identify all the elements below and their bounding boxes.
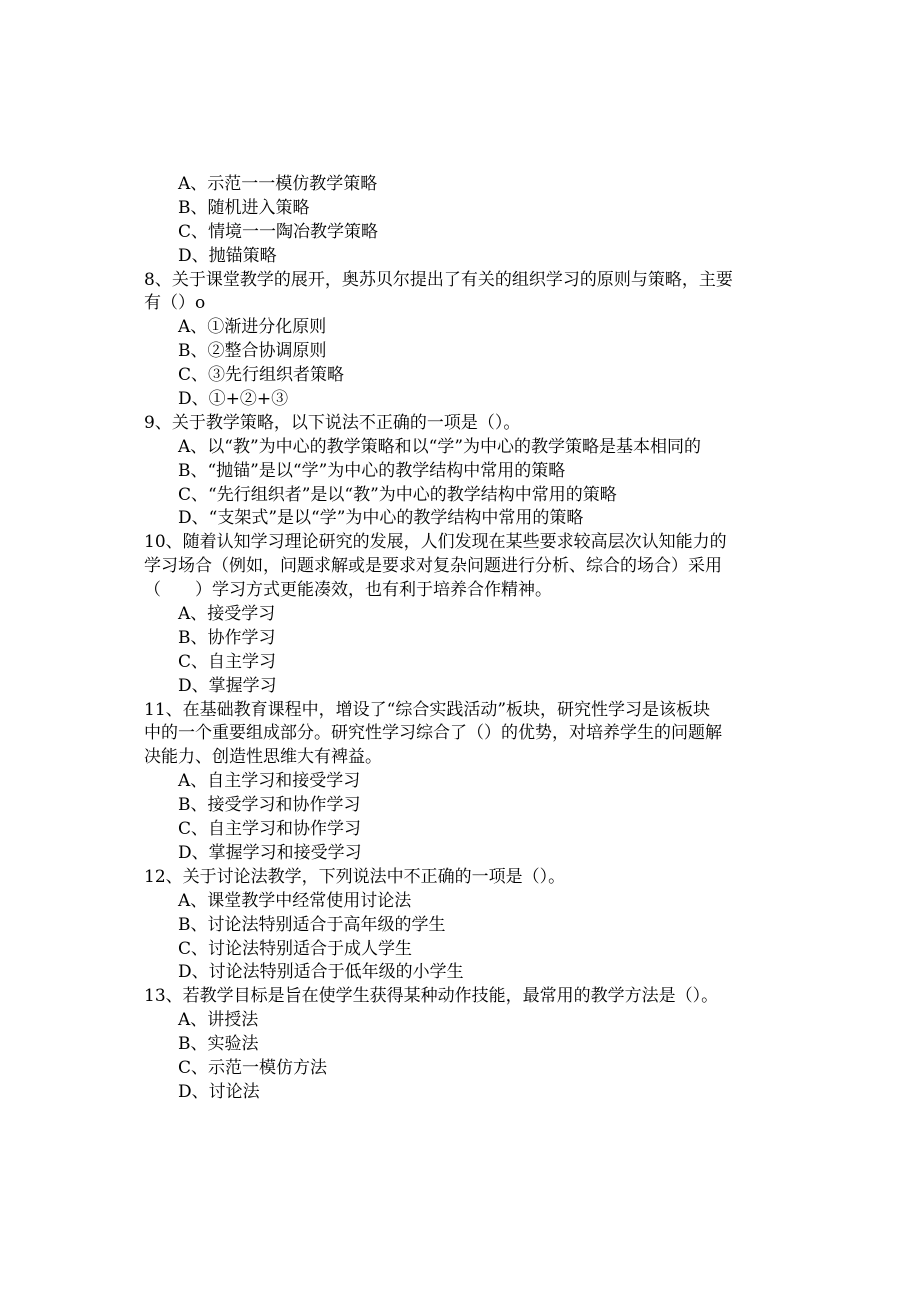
option-line: B、②整合协调原则 [178,341,327,362]
option-line: A、①渐进分化原则 [178,317,327,338]
question-line: 有（）o [144,293,206,314]
option-line: B、接受学习和协作学习 [178,795,361,816]
option-line: C、“先行组织者”是以“教”为中心的教学结构中常用的策略 [178,484,617,505]
option-line: D、讨论法 [178,1081,260,1102]
question-line: （ ）学习方式更能凑效，也有利于培养合作精神。 [144,580,552,601]
option-line: B、随机进入策略 [178,197,310,218]
question-line: 学习场合（例如，问题求解或是要求对复杂问题进行分析、综合的场合）采用 [144,556,722,577]
option-line: C、示范一模仿方法 [178,1057,328,1078]
question-list [144,173,784,1105]
question-line: 12、关于讨论法教学，下列说法中不正确的一项是（）。 [144,866,566,887]
question-line: 决能力、创造性思维大有裨益。 [144,747,382,768]
option-line: B、讨论法特别适合于高年级的学生 [178,914,446,935]
option-line: D、掌握学习 [178,675,277,696]
question-line: 8、关于课堂教学的展开，奥苏贝尔提出了有关的组织学习的原则与策略，主要 [144,269,733,290]
option-line: A、以“教”为中心的教学策略和以“学”为中心的教学策略是基本相同的 [178,436,702,457]
option-line: D、“支架式”是以“学”为中心的教学结构中常用的策略 [178,508,584,529]
option-line: D、抛锚策略 [178,245,277,266]
option-line: B、“抛锚”是以“学”为中心的教学结构中常用的策略 [178,460,566,481]
option-line: D、①+②+③ [178,389,289,410]
question-line: 11、在基础教育课程中，增设了“综合实践活动”板块，研究性学习是该板块 [144,699,711,720]
option-line: C、自主学习 [178,651,277,672]
question-line: 中的一个重要组成部分。研究性学习综合了（）的优势，对培养学生的问题解 [144,723,722,744]
question-line: 13、若教学目标是旨在使学生获得某种动作技能，最常用的教学方法是（）。 [144,986,719,1007]
option-line: A、课堂教学中经常使用讨论法 [178,890,412,911]
option-line: A、自主学习和接受学习 [178,771,361,792]
option-line: A、接受学习 [178,604,276,625]
option-line: C、讨论法特别适合于成人学生 [178,938,413,959]
option-line: B、协作学习 [178,627,276,648]
option-line: C、③先行组织者策略 [178,365,345,386]
question-line: 10、随着认知学习理论研究的发展，人们发现在某些要求较高层次认知能力的 [144,532,727,553]
option-line: D、讨论法特别适合于低年级的小学生 [178,962,464,983]
option-line: C、自主学习和协作学习 [178,819,362,840]
option-line: C、情境一一陶冶教学策略 [178,221,379,242]
question-line: 9、关于教学策略，以下说法不正确的一项是（）。 [144,412,521,433]
option-line: D、掌握学习和接受学习 [178,842,362,863]
option-line: B、实验法 [178,1034,259,1055]
option-line: A、示范一一模仿教学策略 [178,174,378,194]
option-line: A、讲授法 [178,1010,259,1031]
